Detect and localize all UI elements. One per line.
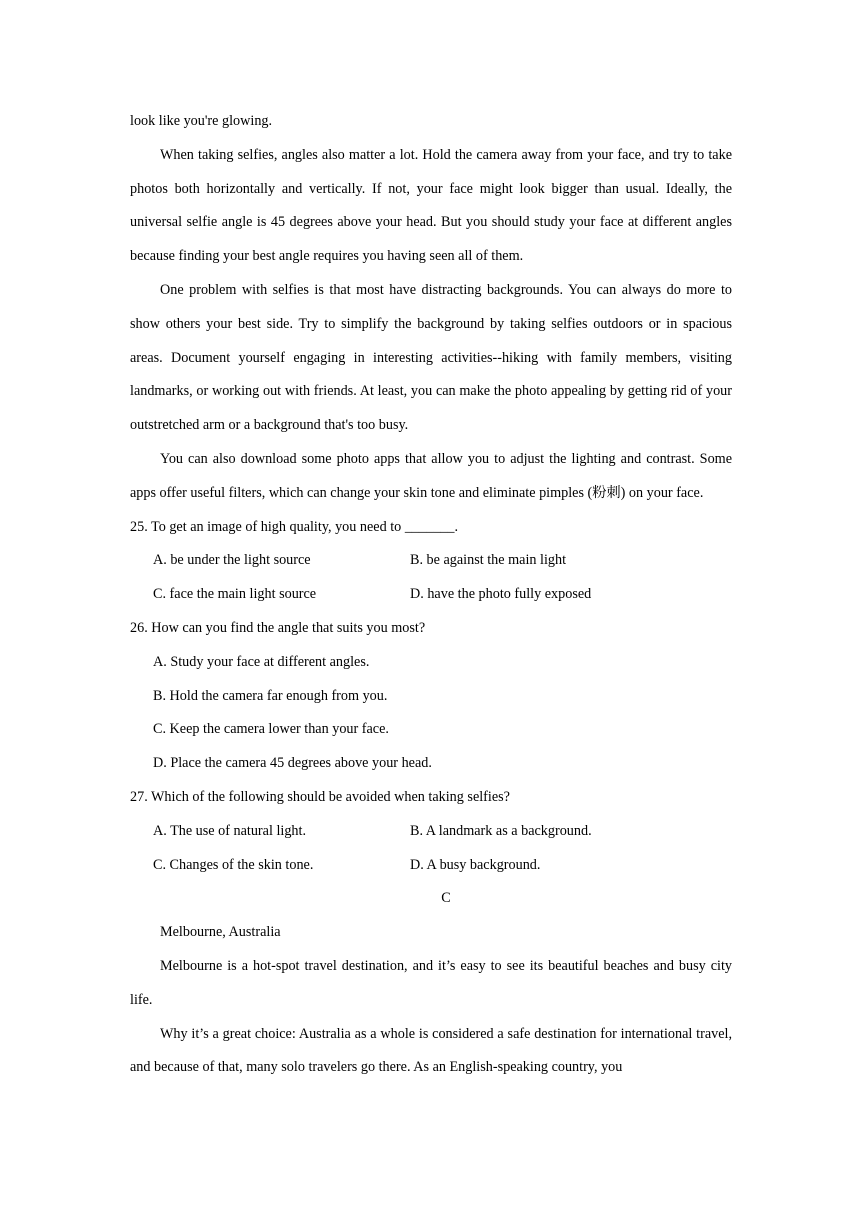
question-25-option-c: C. face the main light source (153, 586, 317, 603)
question-26 (130, 612, 732, 781)
question-26-option-a: A. Study your face at different angles. (153, 653, 370, 670)
question-26-option-c: C. Keep the camera lower than your face. (153, 721, 389, 738)
passage-b-paragraph-3: One problem with selfies is that most have distracting backgrounds. You can always do more to show others your best side. Try to simplify the background by taking selfies outdoors or in spacious areas. Document yourself engaging in interesting activities--hiking with family members, visiting landmarks, or working out with friends. At least, you can make the photo appealing by getting rid of your outstretched arm or a background that's too busy. (130, 281, 732, 434)
section-c-letter: C (441, 890, 451, 907)
question-25-options-row-2 (130, 578, 732, 612)
passage-c-paragraph-1: Melbourne is a hot-spot travel destination, and it’s easy to see its beautiful beaches and busy city life. (130, 957, 732, 1008)
question-25-option-d: D. have the photo fully exposed (410, 586, 592, 603)
question-27-stem: 27. Which of the following should be avoided when taking selfies? (130, 788, 510, 805)
question-25-option-b: B. be against the main light (410, 552, 567, 569)
question-27-options-row-2 (130, 849, 732, 883)
question-25-stem: 25. To get an image of high quality, you need to _______. (130, 518, 459, 535)
question-27-option-b: B. A landmark as a background. (410, 822, 592, 839)
passage-b-paragraph-2: When taking selfies, angles also matter a lot. Hold the camera away from your face, and try to take photos both horizontally and vertically. If not, your face might look bigger than usual. Ideally, the universal selfie angle is 45 degrees above your head. But you should study your face at different angles because finding your best angle requires you having seen all of them. (130, 146, 732, 265)
question-25 (130, 511, 732, 612)
question-27-option-a: A. The use of natural light. (153, 822, 307, 839)
question-26-option-d: D. Place the camera 45 degrees above your head. (153, 755, 432, 772)
passage-c-paragraph-2: Why it’s a great choice: Australia as a whole is considered a safe destination for international travel, and because of that, many solo travelers go there. As an English-speaking country, you (130, 1025, 732, 1076)
question-26-option-b: B. Hold the camera far enough from you. (153, 687, 388, 704)
document-page (130, 105, 732, 1085)
question-27 (130, 781, 732, 882)
passage-b-paragraph-1: look like you're glowing. (130, 113, 273, 129)
question-25-option-a: A. be under the light source (153, 552, 311, 569)
passage-b-paragraph-4: You can also download some photo apps that allow you to adjust the lighting and contrast. Some apps offer useful filters, which can change your skin tone and eliminate pimples (粉刺) on your face. (130, 450, 732, 501)
question-27-option-d: D. A busy background. (410, 856, 541, 873)
question-26-stem: 26. How can you find the angle that suits you most? (130, 619, 426, 636)
passage-c-heading: Melbourne, Australia (160, 924, 281, 941)
question-25-options-row-1 (130, 544, 732, 578)
question-27-options-row-1 (130, 815, 732, 849)
question-27-option-c: C. Changes of the skin tone. (153, 856, 314, 873)
